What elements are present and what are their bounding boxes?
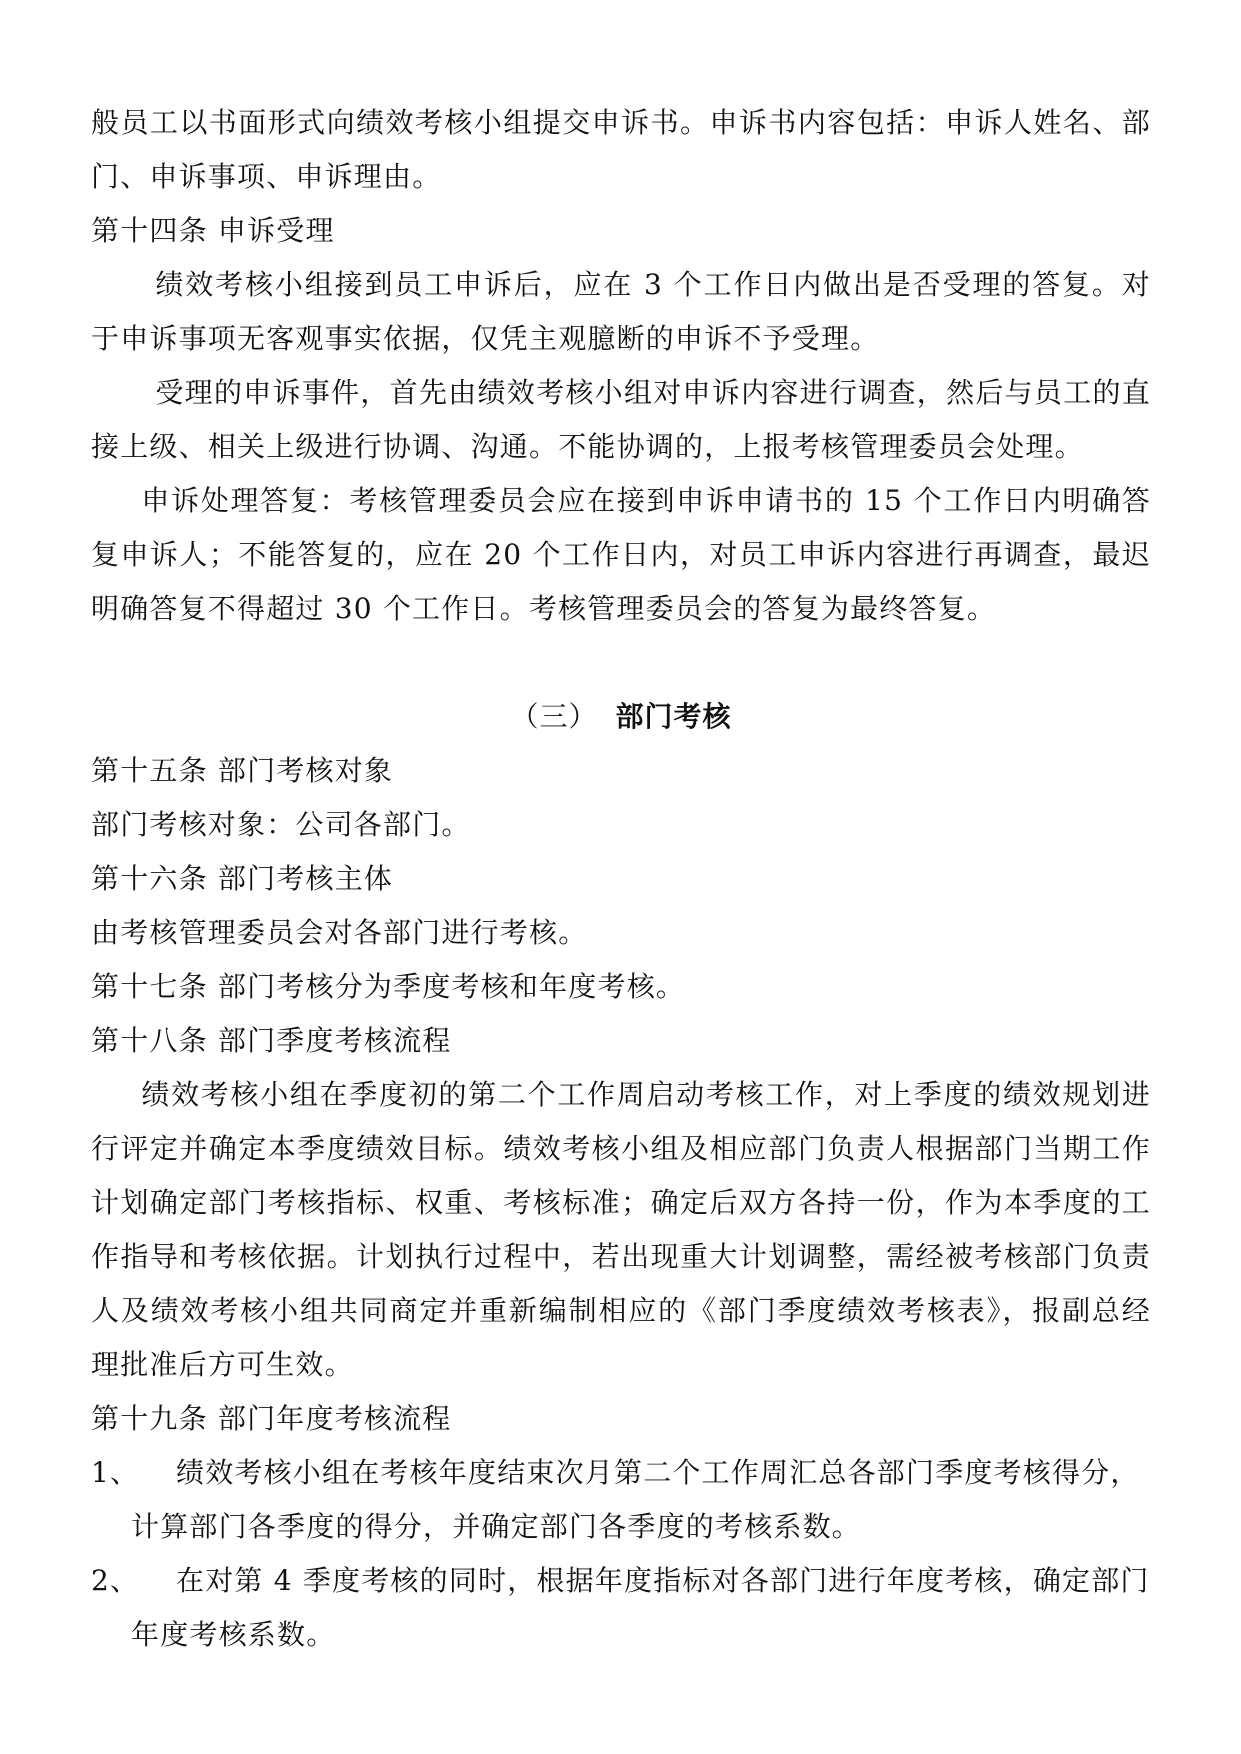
paragraph-appeal-submission: 般员工以书面形式向绩效考核小组提交申诉书。申诉书内容包括：申诉人姓名、部门、申诉事项、申诉理由。 xyxy=(91,106,1151,193)
article-18-heading: 第十八条 部门季度考核流程 xyxy=(91,1024,452,1057)
article-16-heading: 第十六条 部门考核主体 xyxy=(91,862,394,895)
article-15-text: 部门考核对象：公司各部门。 xyxy=(91,808,471,841)
list-text: 在对第 4 季度考核的同时，根据年度指标对各部门进行年度考核，确定部门年度考核系数。 xyxy=(131,1564,1150,1651)
section-number: （三） xyxy=(510,700,598,733)
paragraph-appeal-investigation: 受理的申诉事件，首先由绩效考核小组对申诉内容进行调查，然后与员工的直接上级、相关上级进行协调、沟通。不能协调的，上报考核管理委员会处理。 xyxy=(91,376,1151,463)
article-14-heading: 第十四条 申诉受理 xyxy=(91,214,335,247)
paragraph-appeal-reply: 申诉处理答复：考核管理委员会应在接到申诉申请书的 15 个工作日内明确答复申诉人；不能答复的，应在 20 个工作日内，对员工申诉内容进行再调查，最迟明确答复不得超过 30 个工作日。考核管理委员会的答复为最终答复。 xyxy=(91,484,1151,625)
article-18-text: 绩效考核小组在季度初的第二个工作周启动考核工作，对上季度的绩效规划进行评定并确定本季度绩效目标。绩效考核小组及相应部门负责人根据部门当期工作计划确定部门考核指标、权重、考核标准；确定后双方各持一份，作为本季度的工作指导和考核依据。计划执行过程中，若出现重大计划调整，需经被考核部门负责人及绩效考核小组共同商定并重新编制相应的《部门季度绩效考核表》，报副总经理批准后方可生效。 xyxy=(91,1078,1151,1381)
list-item xyxy=(91,1554,1151,1662)
article-17-heading: 第十七条 部门考核分为季度考核和年度考核。 xyxy=(91,970,686,1003)
article-19-heading: 第十九条 部门年度考核流程 xyxy=(91,1402,452,1435)
list-marker: 2、 xyxy=(91,1564,140,1597)
blank-line xyxy=(91,636,1151,690)
list-marker: 1、 xyxy=(91,1456,140,1489)
article-16-text: 由考核管理委员会对各部门进行考核。 xyxy=(91,916,588,949)
list-text: 绩效考核小组在考核年度结束次月第二个工作周汇总各部门季度考核得分，计算部门各季度的得分，并确定部门各季度的考核系数。 xyxy=(131,1456,1140,1543)
paragraph-appeal-acceptance: 绩效考核小组接到员工申诉后，应在 3 个工作日内做出是否受理的答复。对于申诉事项无客观事实依据，仅凭主观臆断的申诉不予受理。 xyxy=(91,268,1151,355)
section-title-text: 部门考核 xyxy=(615,700,732,733)
list-item xyxy=(91,1446,1151,1554)
document-body xyxy=(91,96,1151,1662)
article-15-heading: 第十五条 部门考核对象 xyxy=(91,754,394,787)
section-title xyxy=(91,690,1151,744)
